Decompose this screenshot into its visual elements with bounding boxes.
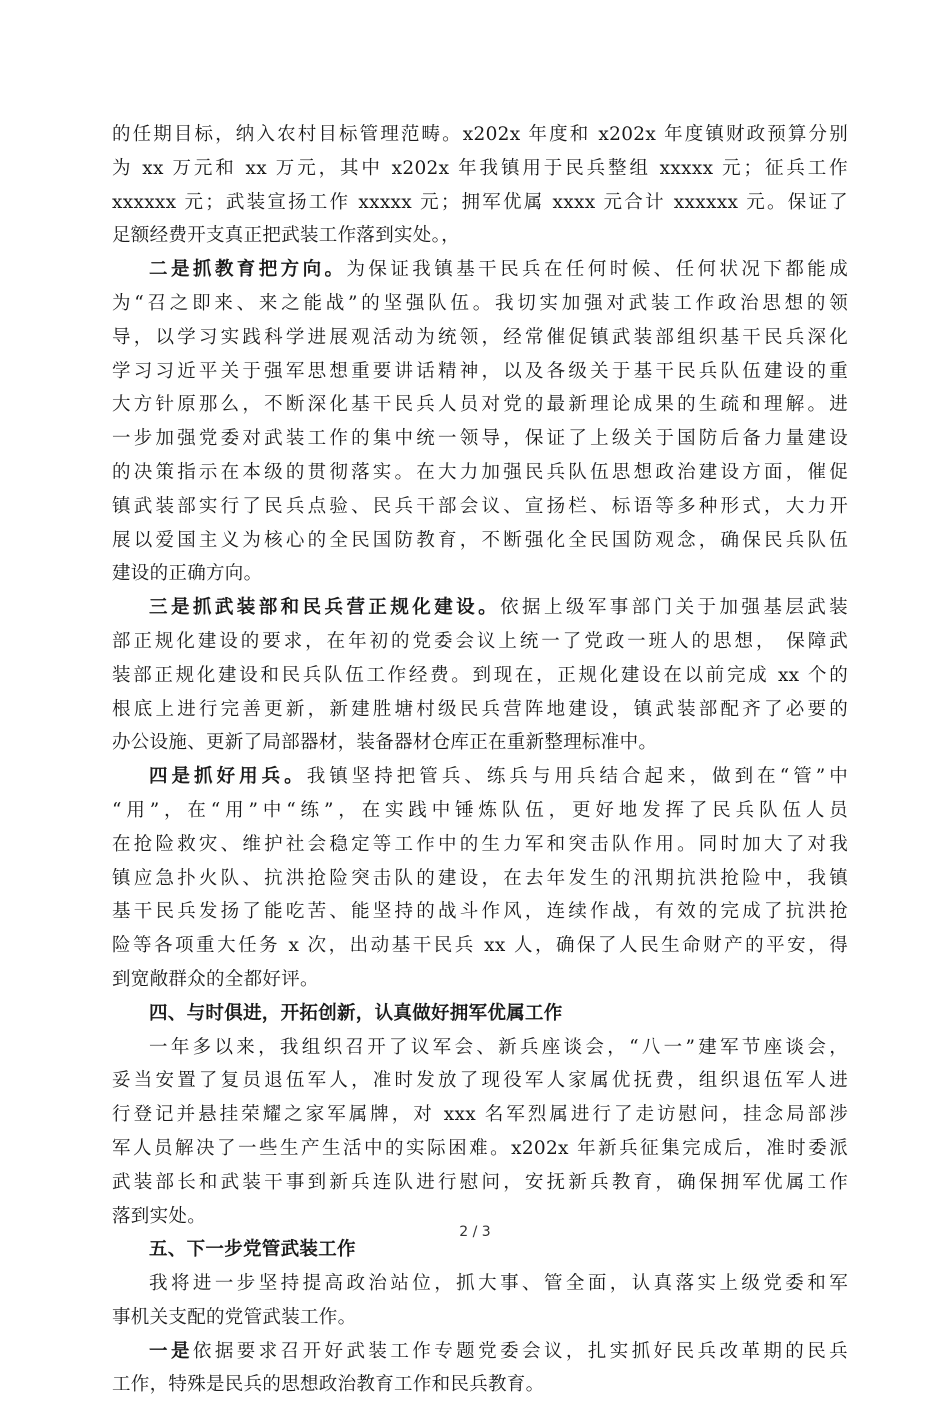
line-text: 基干民兵发扬了能吃苦、能坚持的战斗作风，连续作战，有效的完成了抗洪抢 <box>112 901 848 923</box>
line-text: 险等各项重大任务 x 次，出动基干民兵 xx 人，确保了人民生命财产的平安，得 <box>112 935 848 957</box>
text-line <box>112 828 848 862</box>
line-text: 我将进一步坚持提高政治站位，抓大事、管全面，认真落实上级党委和军 <box>149 1273 848 1295</box>
text-line <box>112 524 848 558</box>
text-line <box>112 1335 848 1369</box>
text-line <box>112 287 848 321</box>
text-line <box>112 929 848 963</box>
text-line <box>112 963 848 997</box>
line-text: 镇武装部实行了民兵点验、民兵干部会议、宣扬栏、标语等多种形式，大力开 <box>112 495 848 517</box>
bold-lead-text: 四、与时俱进，开拓创新，认真做好拥军优属工作 <box>149 1002 563 1024</box>
text-line <box>112 997 848 1031</box>
bold-lead-text: 五、下一步党管武装工作 <box>149 1239 356 1261</box>
text-line <box>112 1301 848 1335</box>
text-line <box>112 1064 848 1098</box>
text-line <box>112 456 848 490</box>
text-line <box>112 422 848 456</box>
line-text: 办公设施、更新了局部器材，装备器材仓库正在重新整理标准中。 <box>112 732 658 754</box>
bold-lead-text: 四是抓好用兵。 <box>149 766 307 788</box>
text-line <box>112 321 848 355</box>
text-line <box>112 1098 848 1132</box>
text-line <box>112 490 848 524</box>
line-text: 事机关支配的党管武装工作。 <box>112 1306 357 1328</box>
text-line <box>112 152 848 186</box>
line-text: 工作，特殊是民兵的思想政治教育工作和民兵教育。 <box>112 1374 545 1396</box>
line-text: 装部正规化建设和民兵队伍工作经费。到现在，正规化建设在以前完成 xx 个的 <box>112 664 848 686</box>
bold-lead-text: 二是抓教育把方向。 <box>149 259 347 281</box>
line-text: 行登记并悬挂荣耀之家军属牌，对 xxx 名军烈属进行了走访慰问，挂念局部涉 <box>112 1104 848 1126</box>
line-text: 导，以学习实践科学进展观活动为统领，经常催促镇武装部组织基干民兵深化 <box>112 326 848 348</box>
line-text: 武装部长和武装干事到新兵连队进行慰问，安抚新兵教育，确保拥军优属工作 <box>112 1171 848 1193</box>
text-line <box>112 355 848 389</box>
line-text: 为“召之即来、来之能战”的坚强队伍。我切实加强对武装工作政治思想的领 <box>112 292 848 314</box>
line-text: 的决策指示在本级的贯彻落实。在大力加强民兵队伍思想政治建设方面，催促 <box>112 461 848 483</box>
text-line <box>112 1031 848 1065</box>
line-text: 大方针原那么，不断深化基干民兵人员对党的最新理论成果的生疏和理解。进 <box>112 394 848 416</box>
bold-lead-text: 三是抓武装部和民兵营正规化建设。 <box>149 597 501 619</box>
line-text: 为 xx 万元和 xx 万元，其中 x202x 年我镇用于民兵整组 xxxxx 元；征兵工作 <box>112 157 848 179</box>
text-line <box>112 625 848 659</box>
text-line <box>112 186 848 220</box>
text-line <box>112 1132 848 1166</box>
line-text: 落到实处。 <box>112 1205 207 1227</box>
line-text: 展以爱国主义为核心的全民国防教育，不断强化全民国防观念，确保民兵队伍 <box>112 529 848 551</box>
line-text: 建设的正确方向。 <box>112 563 263 585</box>
line-text: 足额经费开支真正把武装工作落到实处。， <box>112 225 460 247</box>
bold-lead-text: 一是 <box>149 1340 193 1362</box>
line-text: 学习习近平关于强军思想重要讲话精神，以及各级关于基干民兵队伍建设的重 <box>112 360 848 382</box>
text-line <box>112 557 848 591</box>
line-text: 根底上进行完善更新，新建胜塘村级民兵营阵地建设，镇武装部配齐了必要的 <box>112 698 848 720</box>
text-line <box>112 895 848 929</box>
line-text: 妥当安置了复员退伍军人，准时发放了现役军人家属优抚费，组织退伍军人进 <box>112 1070 848 1092</box>
line-text: xxxxxx 元；武装宣扬工作 xxxxx 元；拥军优属 xxxx 元合计 xxxxxx 元。保证了 <box>112 191 848 213</box>
line-text: 一步加强党委对武装工作的集中统一领导，保证了上级关于国防后备力量建设 <box>112 428 848 450</box>
text-line <box>112 693 848 727</box>
text-line <box>112 1368 848 1402</box>
text-line <box>112 794 848 828</box>
text-line <box>112 862 848 896</box>
text-line <box>112 760 848 794</box>
line-text: 镇应急扑火队、抗洪抢险突击队的建设，在去年发生的汛期抗洪抢险中，我镇 <box>112 867 848 889</box>
text-line <box>112 1166 848 1200</box>
page-number: 2 / 3 <box>459 1224 491 1240</box>
line-text: 一年多以来，我组织召开了议军会、新兵座谈会，“八一”建军节座谈会， <box>149 1036 848 1058</box>
text-line <box>112 591 848 625</box>
text-line <box>112 253 848 287</box>
line-text: 到宽敞群众的全都好评。 <box>112 968 319 990</box>
document-body <box>112 118 848 1402</box>
text-line <box>112 219 848 253</box>
line-text: 为保证我镇基干民兵在任何时候、任何状况下都能成 <box>346 259 849 281</box>
line-text: 的任期目标，纳入农村目标管理范畴。x202x 年度和 x202x 年度镇财政预算分别 <box>112 124 848 145</box>
line-text: 军人员解决了一些生产生活中的实际困难。x202x 年新兵征集完成后，准时委派 <box>112 1137 848 1159</box>
line-text: 部正规化建设的要求，在年初的党委会议上统一了党政一班人的思想， 保障武 <box>112 630 848 652</box>
line-text: 在抢险救灾、维护社会稳定等工作中的生力军和突击队作用。同时加大了对我 <box>112 833 848 855</box>
text-line <box>112 659 848 693</box>
text-line <box>112 1267 848 1301</box>
line-text: 依据上级军事部门关于加强基层武装 <box>500 597 848 619</box>
line-text: “用”，在“用”中“练”，在实践中锤炼队伍，更好地发挥了民兵队伍人员 <box>112 799 848 821</box>
text-line <box>112 118 848 152</box>
text-line <box>112 726 848 760</box>
line-text: 依据要求召开好武装工作专题党委会议，扎实抓好民兵改革期的民兵 <box>192 1340 848 1362</box>
line-text: 我镇坚持把管兵、练兵与用兵结合起来，做到在“管”中 <box>306 766 848 788</box>
text-line <box>112 388 848 422</box>
